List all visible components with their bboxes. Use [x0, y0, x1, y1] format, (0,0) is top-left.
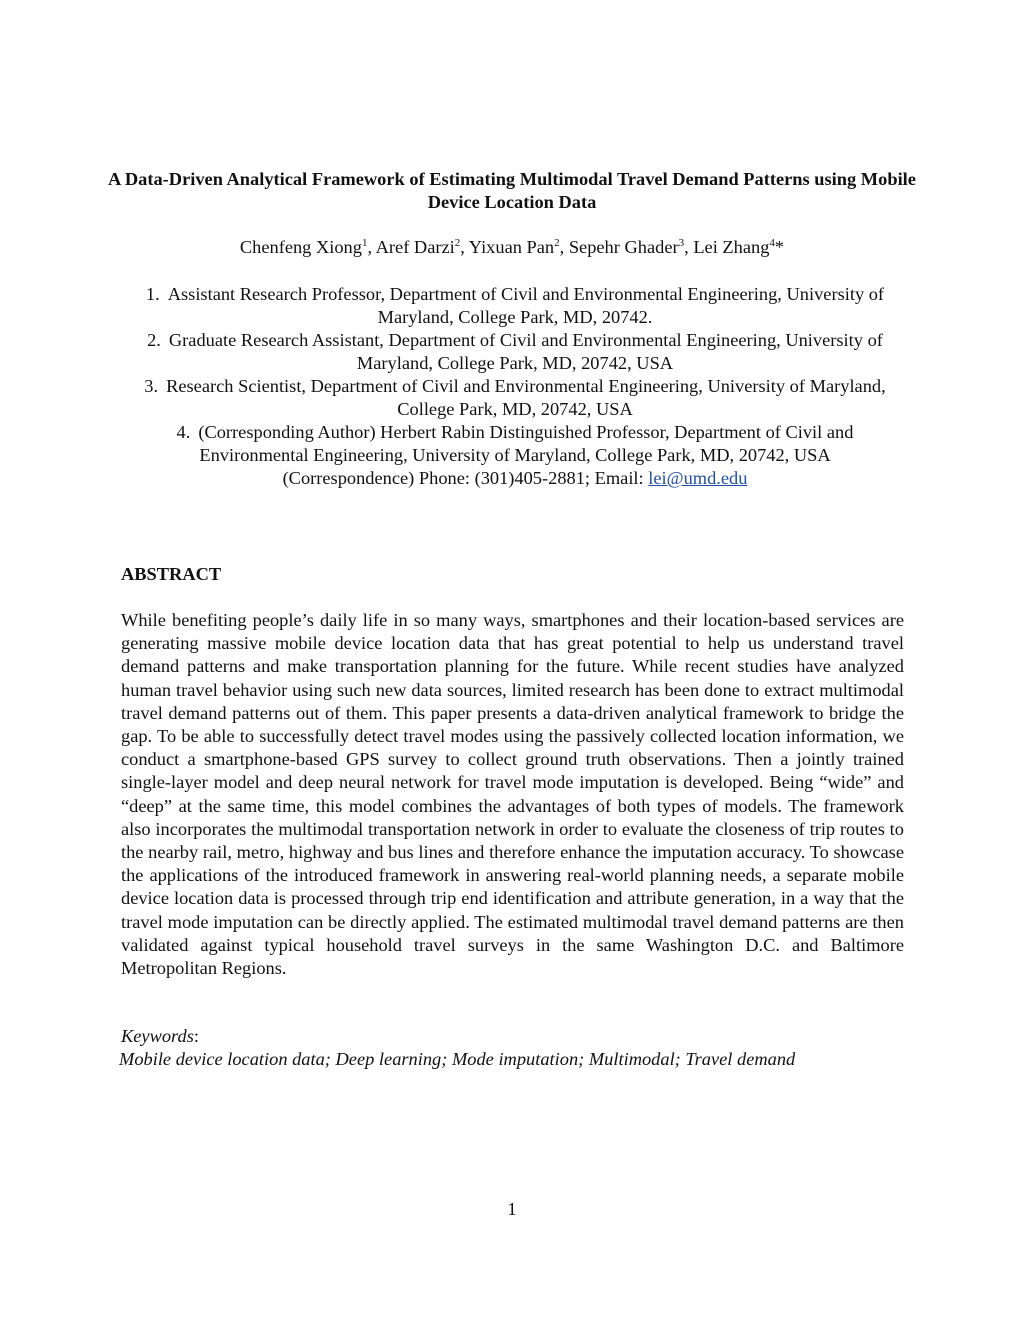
- paper-title: A Data-Driven Analytical Framework of Estimating Multimodal Travel Demand Patterns using Mobile Device Location Data: [108, 169, 916, 212]
- author-name: Yixuan Pan: [468, 237, 555, 257]
- author-name: Aref Darzi: [375, 237, 455, 257]
- email-link[interactable]: lei@umd.edu: [648, 468, 748, 488]
- keywords-label-text: Keywords: [121, 1026, 194, 1046]
- abstract-heading: ABSTRACT: [121, 564, 222, 584]
- affiliation-text: Research Scientist, Department of Civil and Environmental Engineering, University of Maryland, College Park, MD, 20742, USA: [166, 376, 886, 419]
- affiliation-text: (Corresponding Author) Herbert Rabin Distinguished Professor, Department of Civil and Environmental Engineering, University of Maryland, College Park, MD, 20742, USA: [198, 422, 854, 465]
- affiliation-text: Assistant Research Professor, Department of Civil and Environmental Engineering, University of Maryland, College Park, MD, 20742.: [167, 284, 885, 327]
- keywords-label: [121, 1024, 199, 1048]
- author-name: Lei Zhang: [693, 237, 770, 257]
- author-name: Sepehr Ghader: [568, 237, 679, 257]
- keywords-list: Mobile device location data; Deep learning; Mode imputation; Multimodal; Travel demand: [119, 1049, 796, 1069]
- author-affiliation-mark: 2: [554, 237, 560, 249]
- corresponding-author-mark: *: [774, 237, 785, 257]
- author-affiliation-mark: 2: [454, 237, 461, 249]
- affiliation-text: Graduate Research Assistant, Department of Civil and Environmental Engineering, University of Maryland, College Park, MD, 20742, USA: [168, 330, 883, 373]
- author-affiliation-mark: 3: [678, 237, 685, 249]
- affiliation-number: 1.: [145, 284, 160, 304]
- affiliation-item: [130, 283, 900, 329]
- affiliation-item: [130, 421, 900, 490]
- author-affiliation-mark: 1: [361, 237, 368, 249]
- author-name: Chenfeng Xiong: [239, 237, 362, 257]
- page-number: 1: [507, 1199, 517, 1219]
- affiliation-item: [130, 329, 900, 375]
- affiliation-number: 4.: [176, 422, 191, 442]
- correspondence-info: (Correspondence) Phone: (301)405-2881; Email:: [282, 468, 649, 488]
- affiliation-number: 3.: [144, 376, 159, 396]
- abstract-body: While benefiting people’s daily life in so many ways, smartphones and their location-based services are generating massive mobile device location data that has great potential to help us understand travel demand patterns and make transportation planning for the future. While recent studies have analyzed human travel behavior using such new data sources, limited research has been done to extract multimodal travel demand patterns out of them. This paper presents a data-driven analytical framework to bridge the gap. To be able to successfully detect travel modes using the passively collected location information, we conduct a smartphone-based GPS survey to collect ground truth observations. Then a jointly trained single-layer model and deep neural network for travel mode imputation is developed. Being “wide” and “deep” at the same time, this model combines the advantages of both types of models. The framework also incorporates the multimodal transportation network in order to evaluate the closeness of trip routes to the nearby rail, metro, highway and bus lines and therefore enhance the imputation accuracy. To showcase the applications of the introduced framework in answering real-world planning needs, a separate mobile device location data is processed through trip end identification and attribute generation, in a way that the travel mode imputation can be directly applied. The estimated multimodal travel demand patterns are then validated against typical household travel surveys in the same Washington D.C. and Baltimore Metropolitan Regions.: [121, 610, 904, 979]
- affiliation-item: [130, 375, 900, 421]
- keywords-colon: :: [193, 1026, 200, 1046]
- affiliation-list: [130, 283, 900, 490]
- affiliation-number: 2.: [147, 330, 161, 350]
- author-affiliation-mark: 4: [769, 237, 775, 249]
- author-list: Chenfeng Xiong$^1$, Aref Darzi$^2$, Yixuan Pan$^2$, Sepehr Ghader$^3$, Lei Zhang$^4$*: [239, 237, 785, 257]
